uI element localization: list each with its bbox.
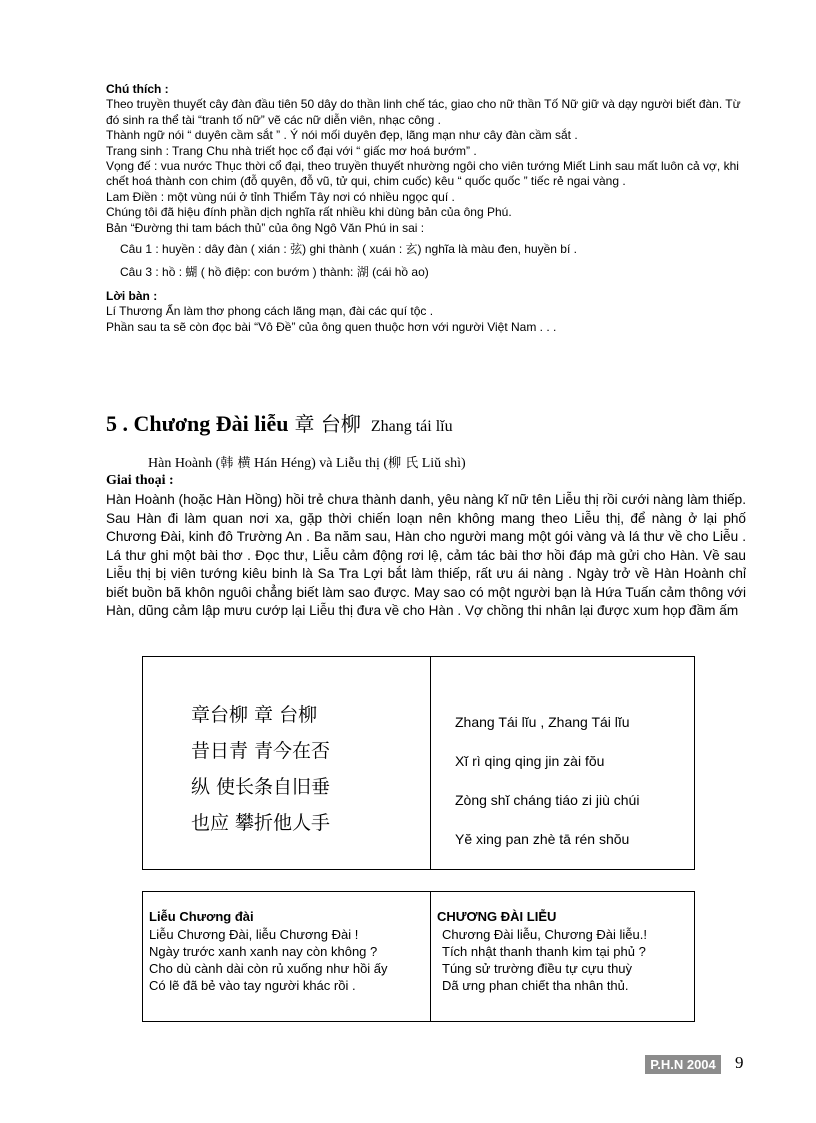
poem-han-line: 章台柳 章 台柳 [191,704,318,726]
poem-han-line: 也应 攀折他人手 [191,812,331,834]
reading-line: Tích nhật thanh thanh kim tại phủ ? [442,944,646,959]
translation-box [142,891,695,1022]
section-subtitle: Hàn Hoành (韩 横 Hán Héng) và Liễu thị (柳 氏 Liŭ shì) [148,456,466,471]
note-line: Bản “Đường thi tam bách thủ” của ông Ngô Văn Phú in sai : [106,220,425,235]
correction-line-1: Câu 1 : huyền : dây đàn ( xián : 弦) ghi thành ( xuán : 玄) nghĩa là màu đen, huyền bí . [120,242,577,257]
poem-pinyin-line: Yĕ xing pan zhè tā rén shŏu [455,831,630,847]
translation-line: Liễu Chương Đài, liễu Chương Đài ! [149,927,359,942]
poem-pinyin-line: Xĭ rì qing qing jin zài fŏu [455,753,605,769]
translation-line: Cho dù cành dài còn rủ xuống như hồi ấy [149,961,388,976]
note-line: Thành ngữ nói “ duyên cầm sắt ” . Ý nói mối duyên đẹp, lãng mạn như cây đàn cầm sắt . [106,128,578,143]
reading-line: Chương Đài liễu, Chương Đài liễu.! [442,927,647,942]
note-line: Theo truyền thuyết cây đàn đầu tiên 50 dây do thần linh chế tác, giao cho nữ thần Tố Nữ giữ và dạy người biết đàn. Từ đó sinh ra thể tài “tranh tố nữ” vẽ các nữ diễn viên, nhạc công . [106,97,741,127]
reading-line: Túng sử trường điều tự cựu thuỳ [442,961,633,976]
translation-line: Có lẽ đã bẻ vào tay người khác rồi . [149,978,356,993]
poem-pinyin-column [431,657,694,869]
poem-box [142,656,695,870]
translation-title: Liễu Chương đài [149,909,254,924]
note-line: Trang sinh : Trang Chu nhà triết học cổ đại với “ giấc mơ hoá bướm” . [106,143,477,158]
sino-vietnamese-reading [431,892,694,1021]
notes-heading: Chú thích : [106,82,169,96]
correction-line-3: Câu 3 : hồ : 蝴 ( hồ điệp: con bướm ) thành: 湖 (cái hồ ao) [120,265,429,280]
poem-han-line: 昔日青 青今在否 [191,740,331,762]
vietnamese-translation [143,892,431,1021]
poem-han-line: 纵 使长条自旧垂 [191,776,331,798]
section-title: 5 . Chương Đài liễu 章 台柳 Zhang tái lǐu [106,411,453,436]
reading-line: Dã ưng phan chiết tha nhân thủ. [442,978,629,993]
translation-line: Ngày trước xanh xanh nay còn không ? [149,944,378,959]
reading-title: CHƯƠNG ĐÀI LIỄU [437,909,557,924]
story-text: Hàn Hoành (hoặc Hàn Hồng) hồi trẻ chưa thành danh, yêu nàng kĩ nữ tên Liễu thị rồi cưới nàng làm thiếp. Sau Hàn đi làm quan nơi xa, gặp thời chiến loạn nên không mang theo Liễu thị, để nàng ở lại phố Chương Đài, kinh đô Trường An . Ba năm sau, Hàn cho người mang một gói vàng và lá thư về cho Liễu . Lá thư ghi một bài thơ . Đọc thư, Liễu cảm động rơi lệ, cảm tác bài thơ hồi đáp mà gửi cho Hàn. Về sau Liễu thị bị viên tướng kiêu binh là Sa Tra Lợi bắt làm thiếp, rất ưu ái nàng . Ngày trở về Hàn Hoành chỉ biết buồn bã khôn nguôi chẳng biết làm sao được. May sao có một người bạn là Hứa Tuấn cảm thông với Hàn, dũng cảm lập mưu cướp lại Liễu thị đưa về cho Hàn . Vợ chồng thi nhân lại được xum họp đầm ấm [106,492,747,618]
poem-han-column [143,657,431,869]
page-number: 9 [735,1053,744,1072]
note-line: Vọng đế : vua nước Thục thời cổ đại, theo truyền thuyết nhường ngôi cho viên tướng Miết Linh sau mất luôn cả vợ, khi chết hoá thành con chim (đỗ quyên, đỗ vũ, tử qui, chim cuốc) kêu “ quốc quốc ” tiếc rẻ ngai vàng . [106,159,739,189]
author-badge: P.H.N 2004 [645,1055,721,1074]
poem-pinyin-line: Zhang Tái lĭu , Zhang Tái lĭu [455,714,630,730]
notes-section [106,82,746,335]
loiban-line: Lí Thương Ẩn làm thơ phong cách lãng mạn, đài các quí tộc . [106,304,434,319]
poem-pinyin-line: Zòng shĭ cháng tiáo zi jiù chúi [455,792,640,808]
story-heading: Giai thoại : [106,473,174,488]
note-line: Lam Điền : một vùng núi ở tỉnh Thiểm Tây nơi có nhiều ngọc quí . [106,189,455,204]
note-line: Chúng tôi đã hiệu đính phần dịch nghĩa rất nhiều khi dùng bản của ông Phú. [106,205,512,220]
loiban-heading: Lời bàn : [106,288,158,303]
loiban-line: Phần sau ta sẽ còn đọc bài “Vô Đề” của ông quen thuộc hơn với người Việt Nam . . . [106,319,557,334]
